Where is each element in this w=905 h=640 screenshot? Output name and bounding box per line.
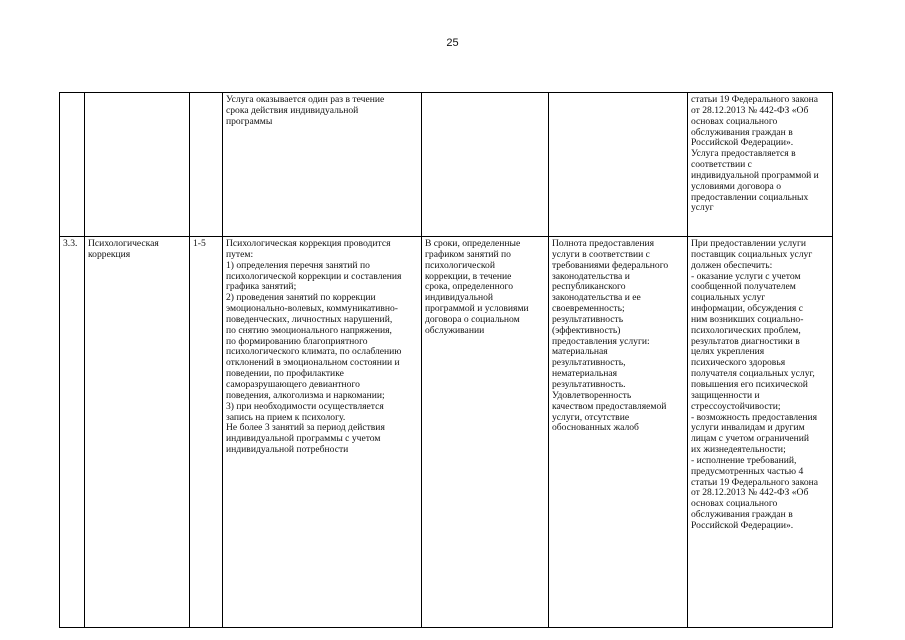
cell-description	[223, 93, 422, 237]
cell-term	[422, 93, 549, 237]
cell-name	[85, 93, 190, 237]
cell-periodicity	[190, 237, 223, 628]
description-text: Услуга оказывается один раз в течение срока действия индивидуальной программы	[226, 94, 385, 127]
table-row	[60, 93, 833, 237]
conditions-text: статьи 19 Федерального закона от 28.12.2013 № 442-ФЗ «Об основах социального обслуживания граждан в Российской Федерации». Услуга предоставляется в соответствии с индивидуальной программой и условиями договора о предоставлении социальных услуг	[691, 94, 819, 214]
services-table	[59, 92, 833, 628]
conditions-text: При предоставлении услуги поставщик социальных услуг должен обеспечить: - оказание услуги с учетом сообщенной получателем социальных услуг информации, обсуждения с ним возникших социально- психологических проблем, результатов диагностики в целях укрепления психического здоровья получателя социальных услуг, повышения его психической защищенности и стрессоустойчивости; - возможность предоставления услуги инвалидам и другим лицам с учетом ограничений их жизнедеятельности; - исполнение требований, предусмотренных частью 4 статьи 19 Федерального закона от 28.12.2013 № 442-ФЗ «Об основах социального обслуживания граждан в Российской Федерации».	[691, 238, 819, 531]
periodicity-text: 1-5	[193, 238, 206, 249]
table-row	[60, 237, 833, 628]
term-text: В сроки, определенные графиком занятий по психологической коррекции, в течение срока, определенного индивидуальной программой и условиями договора о социальном обслуживании	[425, 238, 529, 336]
cell-conditions	[688, 93, 833, 237]
cell-quality	[549, 93, 688, 237]
cell-name	[85, 237, 190, 628]
row-number: 3.3.	[63, 238, 78, 249]
cell-conditions	[688, 237, 833, 628]
quality-text: Полнота предоставления услуги в соответствии с требованиями федерального законодательства и республиканского законодательства и ее своевременность; результативность (эффективность) предоставления услуги: материальная результативность, нематериальная результативность. Удовлетворенность качеством предоставляемой услуги, отсутствие обоснованных жалоб	[552, 238, 669, 434]
page-number: 25	[446, 37, 459, 49]
cell-number	[60, 93, 85, 237]
cell-quality	[549, 237, 688, 628]
description-text: Психологическая коррекция проводится путем: 1) определения перечня занятий по психологической коррекции и составления графика занятий; 2) проведения занятий по коррекции эмоционально-волевых, коммуникативно- поведенческих, личностных нарушений, по снятию эмоционального напряжения, по формированию благоприятного психологического климата, по ослаблению отклонений в эмоциональном состоянии и поведении, по профилактике саморазрушающего девиантного поведения, алкоголизма и наркомании; 3) при необходимости осуществляется запись на прием к психологу. Не более 3 занятий за период действия индивидуальной программы с учетом индивидуальной потребности	[226, 238, 402, 456]
service-name: Психологическая коррекция	[88, 238, 159, 260]
cell-description	[223, 237, 422, 628]
cell-periodicity	[190, 93, 223, 237]
cell-term	[422, 237, 549, 628]
cell-number	[60, 237, 85, 628]
